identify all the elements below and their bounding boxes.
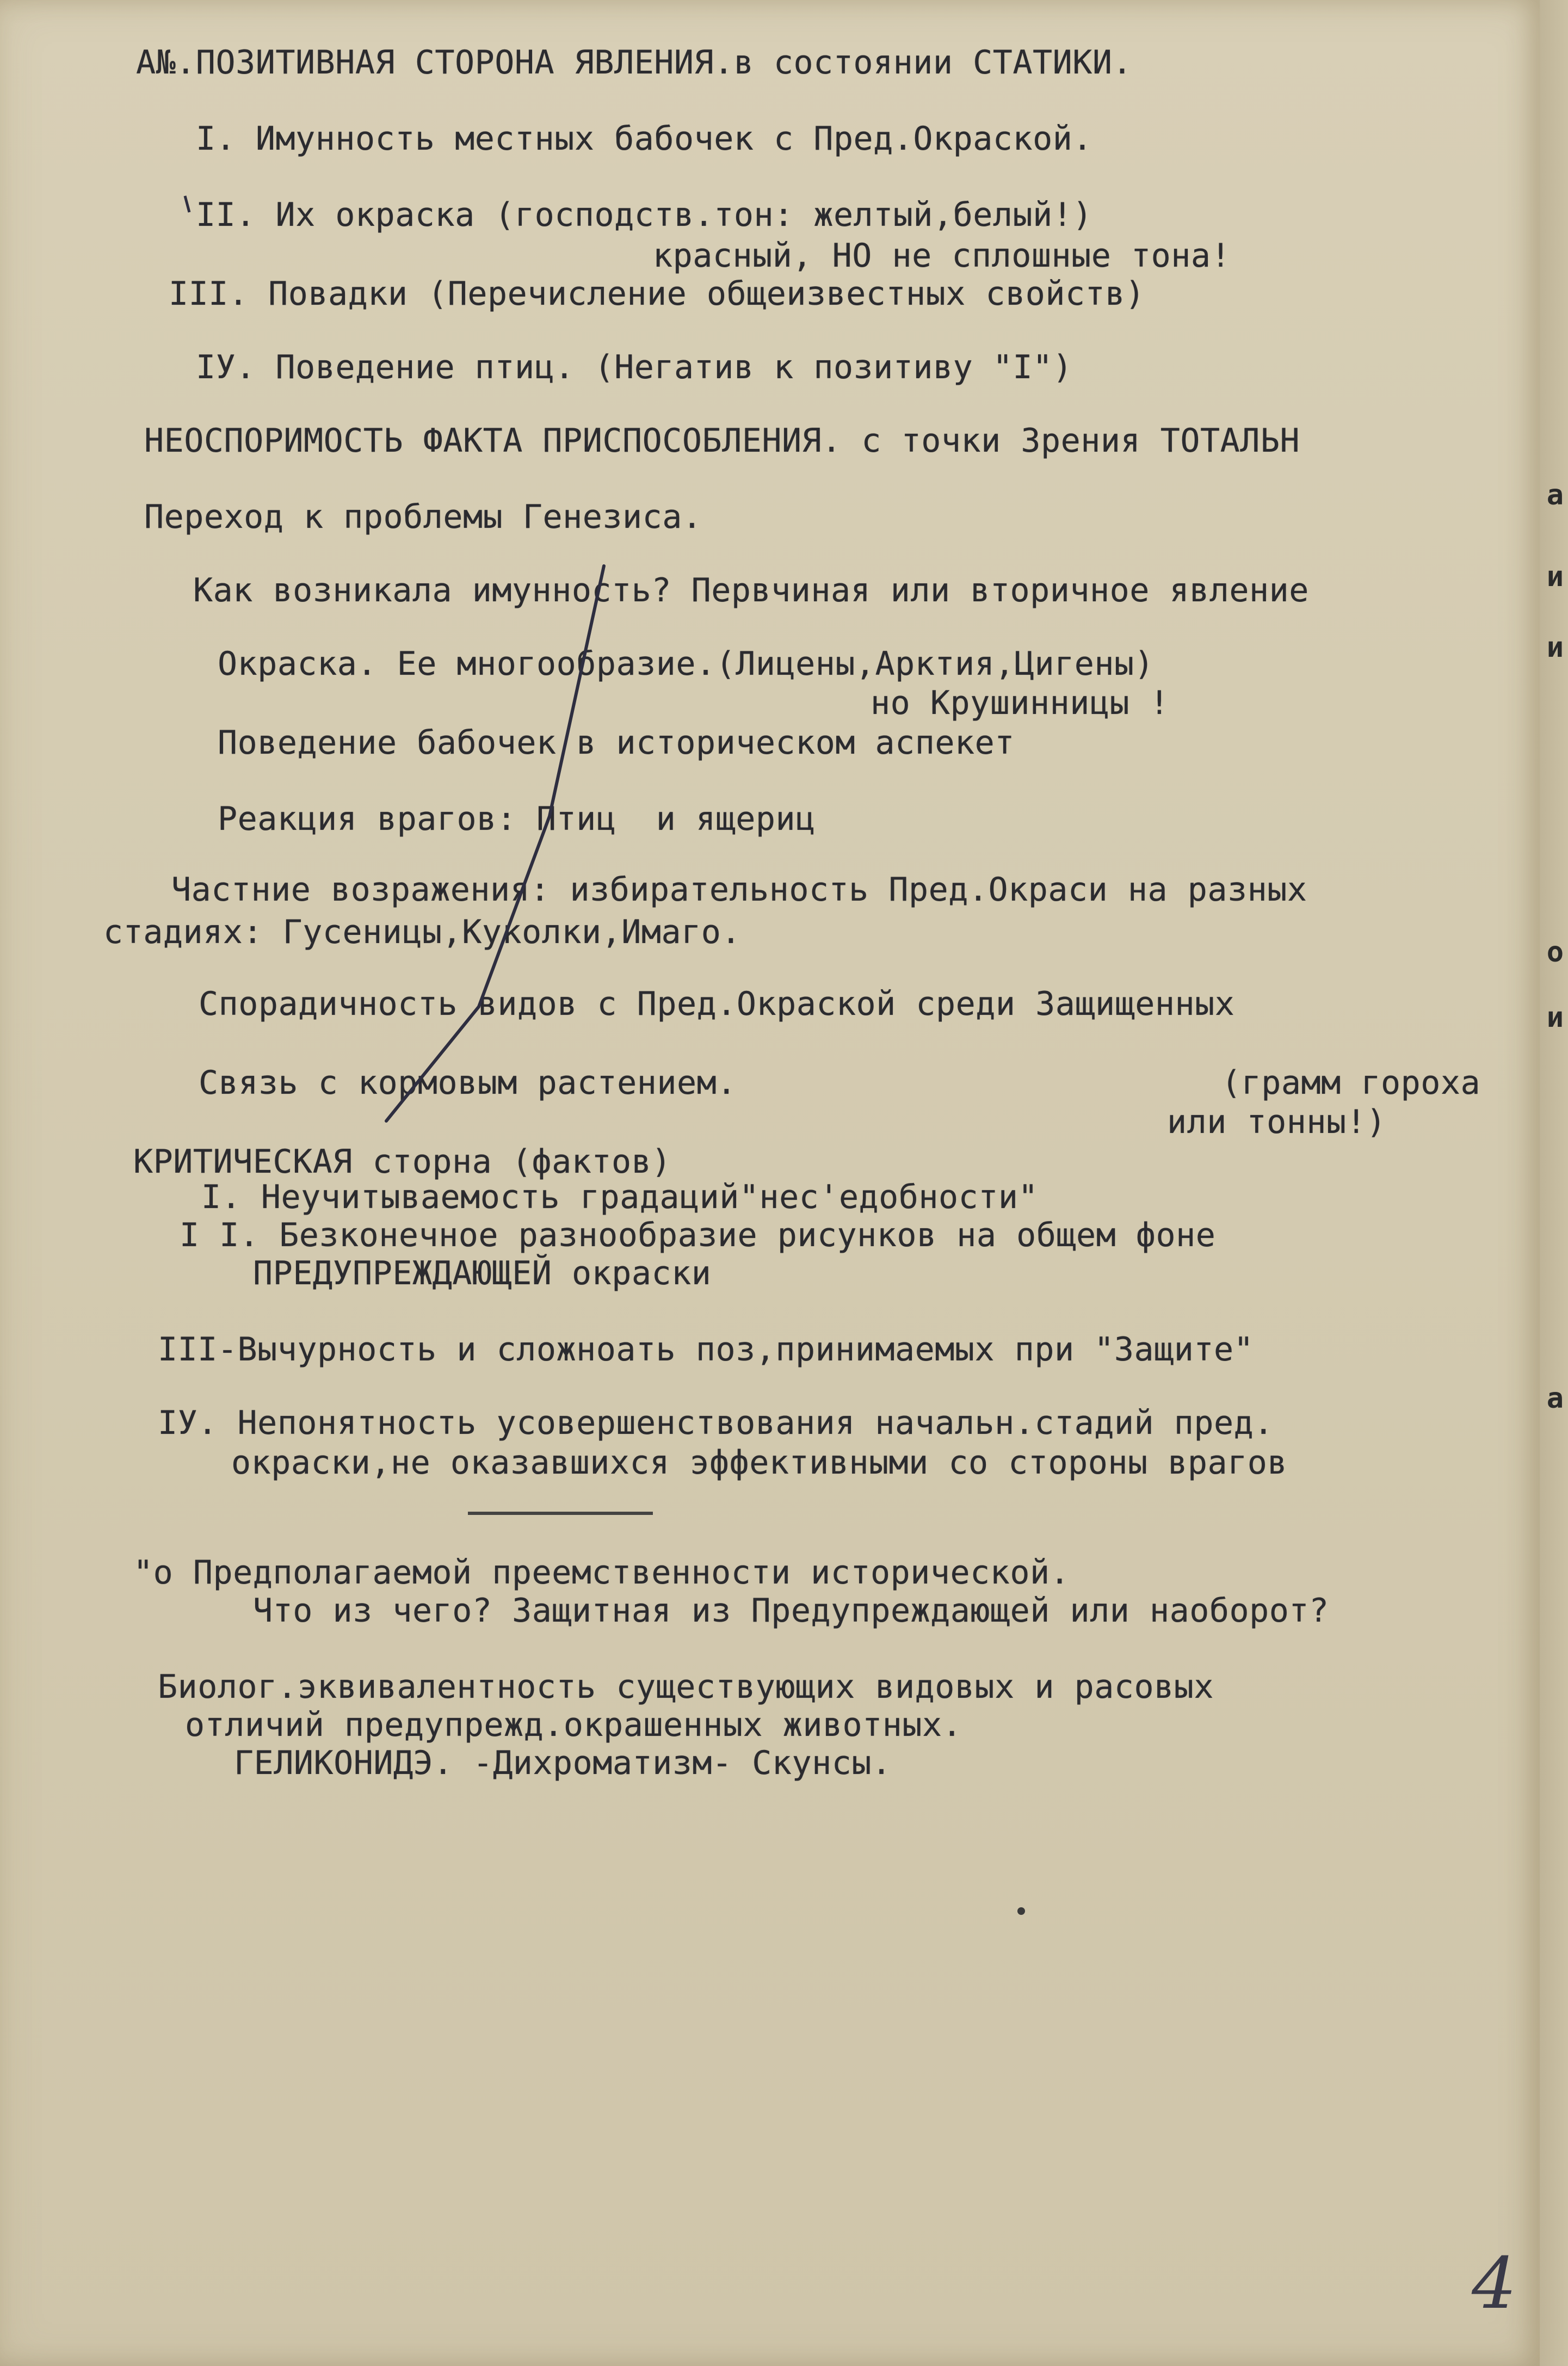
doc-line: отличий предупрежд.окрашенных животных. — [185, 1706, 962, 1744]
doc-line: IУ. Поведение птиц. (Негатив к позитиву "I") — [196, 348, 1073, 386]
doc-line: Окраска. Ее многообразие.(Лицены,Арктия,Цигены) — [218, 645, 1155, 683]
doc-line: Переход к проблемы Генезиса. — [144, 498, 702, 536]
doc-line: ГЕЛИКОНИДЭ. -Дихроматизм- Скунсы. — [234, 1744, 892, 1782]
doc-line: IУ. Непонятность усовершенствования начальн.стадий пред. — [158, 1404, 1274, 1442]
doc-line: ПРЕДУПРЕЖДАЮЩЕЙ окраски — [253, 1254, 712, 1292]
doc-line: Как возникала имунность? Первчиная или вторичное явление — [193, 571, 1309, 609]
doc-line: стадиях: Гусеницы,Куколки,Имаго. — [103, 913, 741, 951]
doc-line: "о Предполагаемой преемственности исторической. — [133, 1554, 1070, 1592]
page-number: 4 — [1472, 2242, 1517, 2325]
doc-line: I. Неучитываемость градаций"нес'едобности" — [201, 1178, 1039, 1216]
doc-line: I. Имунность местных бабочек с Пред.Окраской. — [196, 120, 1093, 158]
doc-line: Что из чего? Защитная из Предупреждающей или наоборот? — [253, 1592, 1329, 1630]
doc-line: красный, НО не сплошные тона! — [653, 237, 1231, 275]
doc-line: II. Их окраска (господств.тон: желтый,белый!) — [196, 196, 1093, 234]
edge-glyph: а — [1546, 479, 1564, 512]
doc-line: III. Повадки (Перечисление общеизвестных свойств) — [169, 275, 1145, 313]
doc-line: Реакция врагов: Птиц и ящериц — [218, 800, 816, 838]
doc-line: но Крушинницы ! — [871, 684, 1170, 722]
doc-line: Поведение бабочек в историческом аспекет — [218, 724, 1015, 762]
edge-glyph: а — [1546, 1382, 1564, 1415]
ink-dot — [1017, 1907, 1025, 1915]
doc-line: или тонны!) — [1167, 1103, 1386, 1141]
doc-line: НЕОСПОРИМОСТЬ ФАКТА ПРИСПОСОБЛЕНИЯ. с точки Зрения ТОТАЛЬН — [144, 422, 1300, 460]
doc-line: Частние возражения: избирательность Пред.Окраси на разных — [171, 871, 1307, 909]
edge-glyph: о — [1546, 936, 1564, 969]
doc-line: I I. Безконечное разнообразие рисунков на общем фоне — [180, 1216, 1216, 1254]
edge-glyph: и — [1546, 631, 1564, 664]
doc-line: Спорадичность видов с Пред.Окраской среди Защищенных — [199, 985, 1235, 1023]
doc-line: A№.ПОЗИТИВНАЯ СТОРОНА ЯВЛЕНИЯ.в состоянии СТАТИКИ. — [136, 44, 1133, 82]
doc-line: КРИТИЧЕСКАЯ сторна (фактов) — [133, 1143, 671, 1181]
doc-line: Биолог.эквивалентность существующих видовых и расовых — [158, 1668, 1214, 1706]
doc-line: окраски,не оказавшихся эффективными со стороны врагов — [231, 1444, 1288, 1482]
edge-glyph: и — [1546, 1001, 1564, 1034]
doc-line: III-Вычурность и сложноать поз,принимаемых при "Защите" — [158, 1330, 1254, 1369]
doc-line: Связь с кормовым растением. — [199, 1064, 737, 1102]
doc-line: (грамм гороха — [1221, 1064, 1481, 1102]
edge-glyph: и — [1546, 560, 1564, 593]
